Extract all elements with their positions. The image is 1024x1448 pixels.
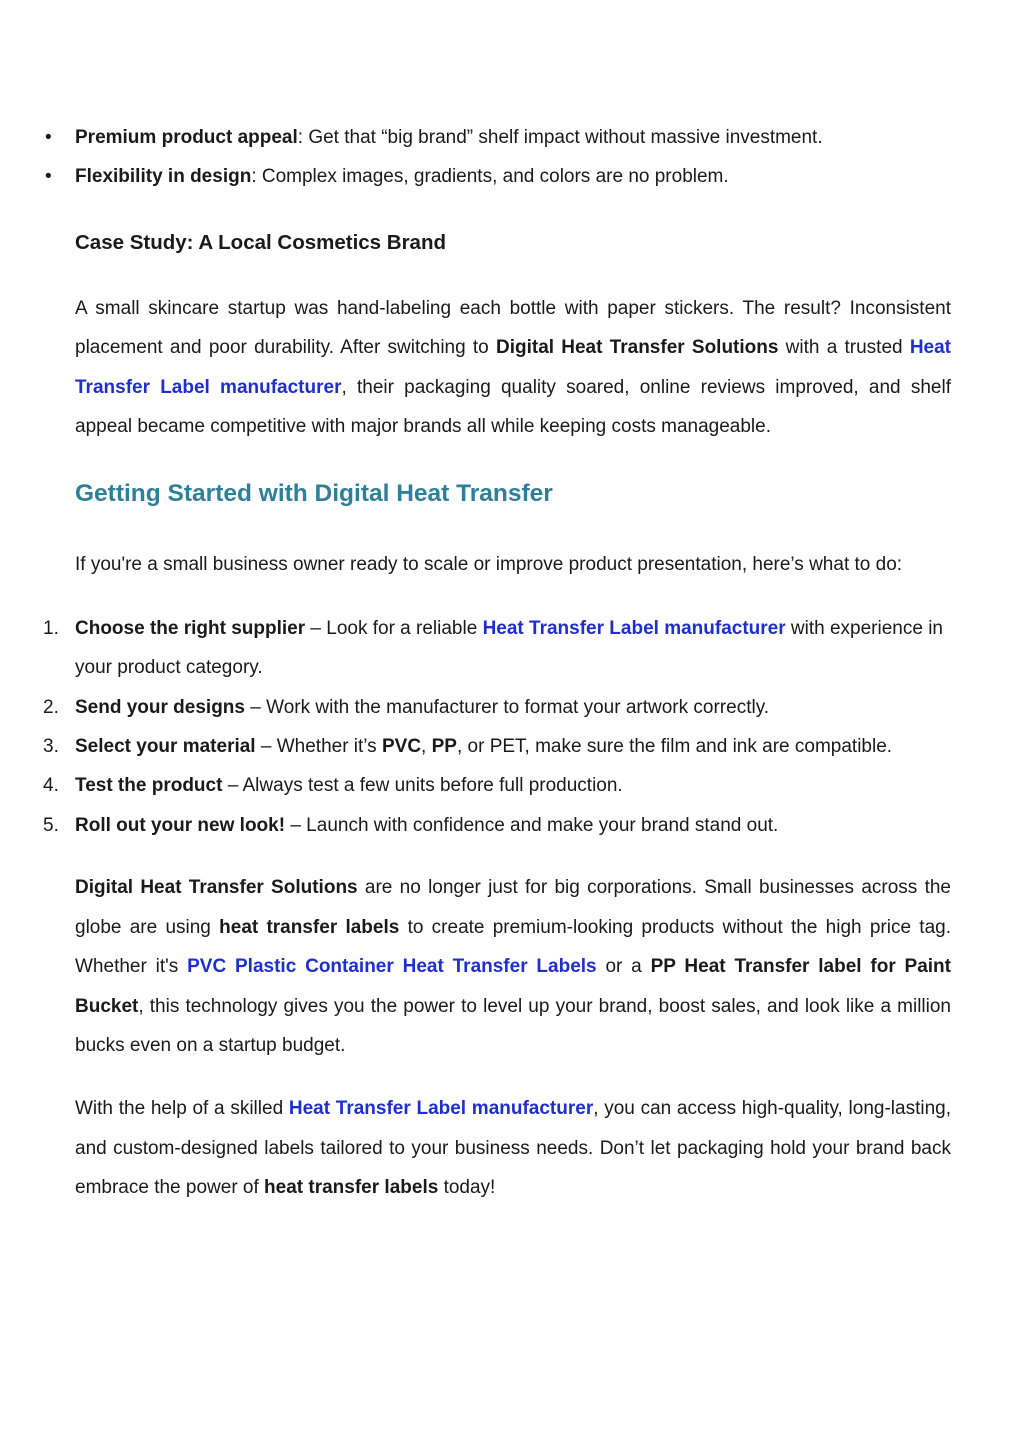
list-item — [43, 806, 951, 845]
list-item — [43, 766, 951, 805]
text-segment: are no longer just for big corporations. Small businesses across the globe are using — [75, 877, 951, 938]
text-segment: – Work with the manufacturer to format your artwork correctly. — [244, 696, 770, 718]
step-label: Test the product — [75, 775, 223, 797]
list-item — [43, 609, 951, 688]
text-segment: today! — [438, 1177, 496, 1199]
steps-list — [43, 609, 951, 845]
step-label: Send your designs — [75, 696, 245, 718]
manufacturer-link[interactable]: Heat Transfer Label manufacturer — [482, 617, 786, 639]
list-item — [75, 118, 951, 157]
step-label: Roll out your new look! — [75, 814, 286, 836]
step-number: 4. — [43, 775, 59, 797]
list-item — [75, 157, 951, 196]
list-item — [43, 688, 951, 727]
text-segment: , or PET, make sure the film and ink are compatible. — [456, 736, 893, 758]
text-segment: With the help of a skilled — [75, 1098, 289, 1120]
step-number: 3. — [43, 736, 59, 758]
case-study-paragraph — [75, 289, 951, 447]
list-item — [43, 727, 951, 766]
pvc-labels-link[interactable]: PVC Plastic Container Heat Transfer Labels — [187, 956, 597, 978]
step-label: Select your material — [75, 736, 256, 758]
bold-segment: heat transfer labels — [264, 1177, 439, 1199]
intro-paragraph: If you're a small business owner ready to scale or improve product presentation, here’s what to do: — [75, 554, 903, 576]
benefits-list — [75, 118, 951, 197]
document-page — [43, 118, 952, 1208]
text-segment: – Whether it’s — [255, 736, 382, 758]
text-segment: , this technology gives you the power to level up your brand, boost sales, and look like a million bucks even on a startup budget. — [75, 995, 951, 1056]
text-segment: with a trusted — [778, 337, 910, 359]
step-number: 2. — [43, 696, 59, 718]
text-segment: or a — [596, 956, 651, 978]
bold-segment: Digital Heat Transfer Solutions — [75, 877, 358, 899]
text-segment: – Always test a few units before full production. — [222, 775, 623, 797]
benefit-text: : Get that “big brand” shelf impact without massive investment. — [297, 127, 823, 148]
benefit-text: : Complex images, gradients, and colors are no problem. — [251, 166, 729, 188]
text-segment: , you can access high-quality, long-lasting, and custom-designed labels tailored to your business needs. Don’t let packaging hold your brand back embrace the power of — [75, 1098, 951, 1199]
bold-segment: heat transfer labels — [219, 916, 400, 938]
bold-segment: PP — [431, 736, 457, 758]
case-study-title: Case Study: A Local Cosmetics Brand — [75, 230, 446, 254]
text-segment: with experience in your product category. — [75, 617, 943, 679]
benefit-label: Premium product appeal — [75, 127, 298, 148]
bold-segment: PVC — [381, 736, 422, 758]
text-segment: – Look for a reliable — [305, 617, 483, 639]
step-label: Choose the right supplier — [75, 617, 306, 639]
closing-paragraph — [75, 1089, 951, 1207]
manufacturer-link[interactable]: Heat Transfer Label manufacturer — [75, 337, 952, 398]
benefit-label: Flexibility in design — [75, 166, 252, 188]
step-number: 5. — [43, 814, 59, 836]
text-segment: to create premium-looking products without the high price tag. Whether it's — [75, 916, 951, 978]
text-segment: A small skincare startup was hand-labeling each bottle with paper stickers. The result? Inconsistent placement and poor durability. After switching to — [75, 297, 951, 359]
manufacturer-link[interactable]: Heat Transfer Label manufacturer — [288, 1098, 594, 1120]
step-number: 1. — [43, 617, 59, 639]
summary-paragraph — [75, 868, 951, 1065]
text-segment: , — [421, 736, 432, 758]
text-segment: – Launch with confidence and make your brand stand out. — [285, 814, 779, 836]
bold-segment: PP Heat Transfer label for Paint Bucket — [75, 956, 951, 1017]
section-heading: Getting Started with Digital Heat Transfer — [75, 480, 553, 508]
text-segment: , their packaging quality soared, online reviews improved, and shelf appeal became competitive with major brands all while keeping costs manageable. — [75, 376, 951, 438]
bold-segment: Digital Heat Transfer Solutions — [495, 337, 779, 359]
